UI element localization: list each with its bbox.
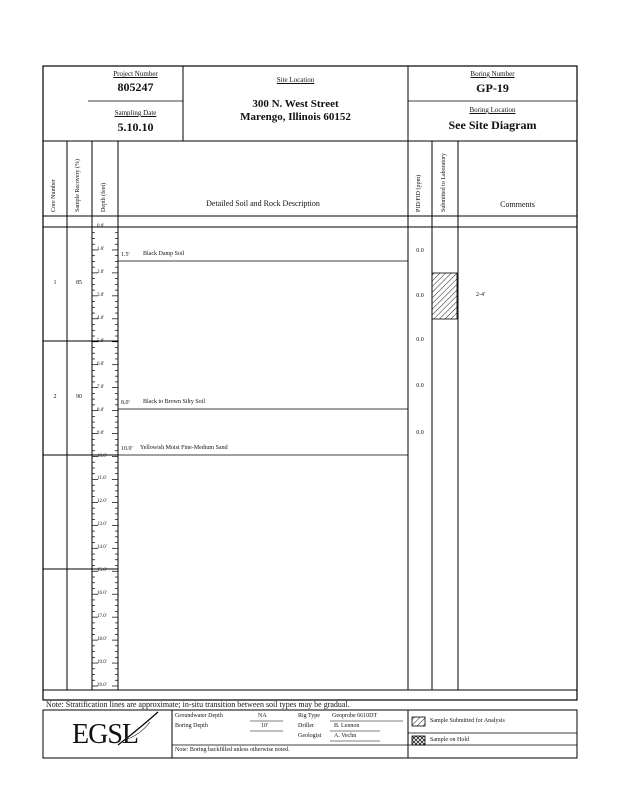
depth-tick-label: 10.0' — [97, 453, 107, 459]
depth-tick-label: 18.0' — [97, 637, 107, 643]
layer-1-depth: 1.5' — [121, 252, 130, 258]
groundwater-value: NA — [258, 713, 267, 719]
layer-1-description: Black Damp Soil — [143, 251, 185, 257]
depth-tick-label: 19.0' — [97, 660, 107, 666]
boring-depth-label: Boring Depth — [175, 723, 208, 729]
boring-location: See Site Diagram — [448, 118, 537, 132]
col-core-number: Core Number — [51, 179, 57, 212]
depth-tick-label: 2.0' — [97, 269, 105, 275]
driller-value: B. Lennon — [334, 723, 360, 729]
rig-type-value: Geoprobe 6610DT — [332, 713, 378, 719]
depth-tick-label: 13.0' — [97, 522, 107, 528]
sampling-date-label: Sampling Date — [114, 109, 157, 117]
legend-submitted-label: Sample Submitted for Analysis — [430, 718, 505, 724]
depth-tick-label: 7.0' — [97, 384, 105, 390]
project-number-label: Project Number — [113, 70, 158, 78]
depth-tick-label: 5.0' — [97, 338, 105, 344]
depth-tick-label: 12.0' — [97, 499, 107, 505]
legend-hatch-box — [412, 717, 425, 726]
pid-reading: 0.0 — [416, 337, 424, 343]
core-2-recovery: 90 — [76, 394, 82, 400]
driller-label: Driller — [298, 723, 314, 729]
project-number: 805247 — [117, 80, 154, 94]
pid-reading: 0.0 — [416, 248, 424, 254]
sampling-date: 5.10.10 — [117, 120, 154, 134]
layer-3-description: Yellowish Moist Fine-Medium Sand — [140, 445, 228, 451]
pid-reading: 0.0 — [416, 293, 424, 299]
legend-xhatch-box — [412, 736, 425, 745]
pid-reading: 0.0 — [416, 383, 424, 389]
comment-sample-interval: 2-4' — [476, 292, 486, 298]
core-2-number: 2 — [53, 394, 57, 400]
backfill-note: Note: Boring backfilled unless otherwise noted. — [175, 747, 290, 753]
col-submitted: Submitted to Laboratory — [441, 153, 447, 212]
groundwater-label: Groundwater Depth — [175, 713, 223, 719]
site-location-label: Site Location — [276, 76, 315, 84]
depth-tick-label: 0.0' — [97, 224, 105, 229]
col-depth: Depth (feet) — [101, 182, 107, 212]
boring-number: GP-19 — [476, 81, 509, 95]
site-address-line2: Marengo, Illinois 60152 — [240, 111, 351, 123]
geologist-label: Geologist — [298, 733, 322, 739]
stratification-note: Note: Stratification lines are approximate; in-situ transition between soil types may be gradual. — [46, 700, 350, 709]
col-pid: PID/FID (ppm) — [416, 174, 422, 212]
core-1-recovery: 85 — [76, 280, 82, 286]
depth-tick-label: 6.0' — [97, 361, 105, 367]
col-sample-recovery: Sample Recovery (%) — [75, 159, 81, 212]
depth-tick-label: 14.0' — [97, 545, 107, 551]
col-comments: Comments — [500, 200, 535, 209]
layer-2-depth: 8.0' — [121, 400, 130, 406]
rig-type-label: Rig Type — [298, 713, 320, 719]
layer-2-description: Black to Brown Silty Soil — [143, 399, 206, 405]
legend-field-label: Sample on Hold — [430, 737, 469, 743]
depth-tick-label: 15.0' — [97, 568, 107, 574]
core-1-number: 1 — [53, 280, 57, 286]
depth-tick-label: 17.0' — [97, 614, 107, 620]
depth-tick-label: 9.0' — [97, 430, 105, 436]
egsl-logo: EGSL — [72, 719, 138, 750]
geologist-value: A. Vechn — [334, 733, 357, 739]
boring-number-label: Boring Number — [470, 70, 515, 78]
boring-location-label: Boring Location — [469, 106, 516, 114]
depth-tick-label: 20.0' — [97, 683, 107, 688]
pid-reading: 0.0 — [416, 430, 424, 436]
depth-tick-label: 16.0' — [97, 591, 107, 597]
depth-tick-label: 4.0' — [97, 315, 105, 321]
depth-tick-label: 11.0' — [97, 476, 107, 482]
site-address-line1: 300 N. West Street — [252, 98, 339, 110]
col-description: Detailed Soil and Rock Description — [206, 199, 320, 208]
depth-tick-label: 1.0' — [97, 246, 105, 252]
depth-tick-label: 3.0' — [97, 292, 105, 298]
boring-depth-value: 10' — [261, 723, 269, 729]
layer-3-depth: 10.0' — [121, 446, 133, 452]
submitted-sample-hatch — [432, 273, 457, 319]
depth-tick-label: 8.0' — [97, 407, 105, 413]
